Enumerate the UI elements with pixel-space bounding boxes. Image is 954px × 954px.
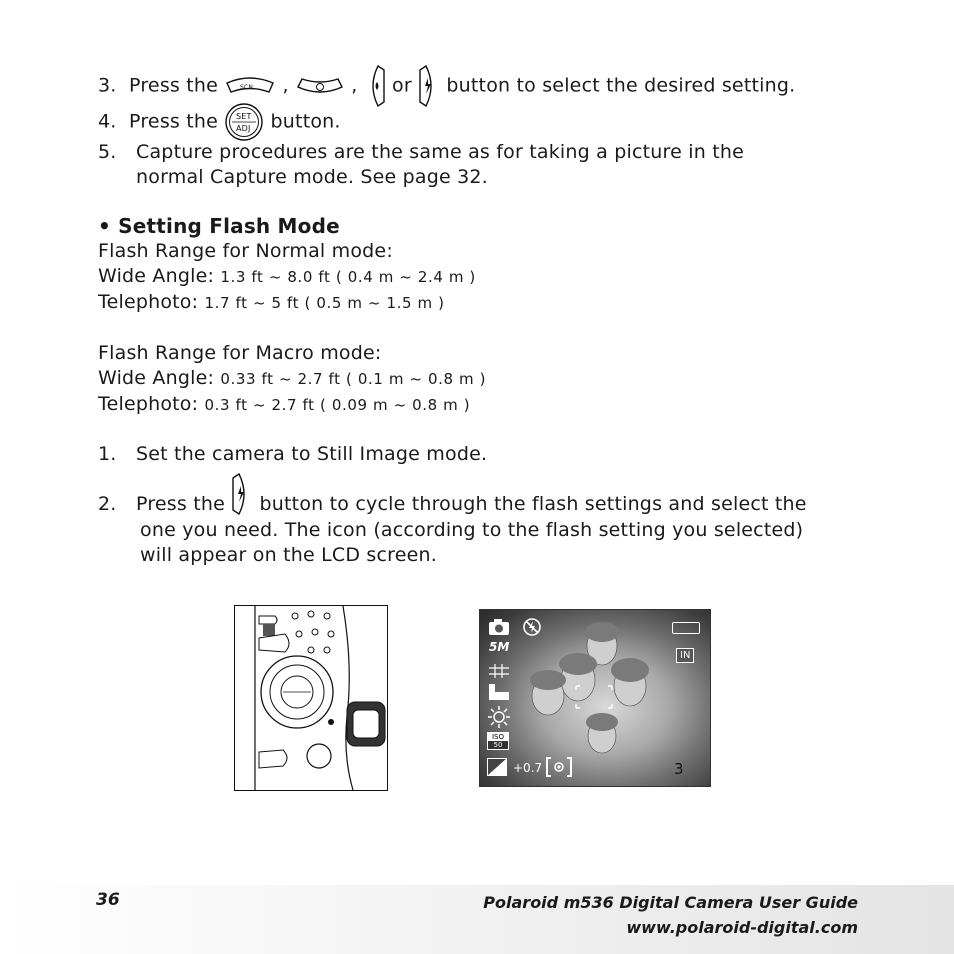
- camera-mode-icon: [488, 618, 510, 636]
- macro-telephoto-value: 0.3 ft ~ 2.7 ft ( 0.09 m ~ 0.8 m ): [204, 396, 471, 414]
- section-heading: • Setting Flash Mode: [98, 214, 340, 238]
- step-3-or: or: [392, 74, 412, 97]
- set-adj-button-icon: [224, 102, 264, 142]
- step-4: [98, 102, 341, 142]
- step-5-line-1: 5. Capture procedures are the same as for taking a picture in the: [98, 141, 744, 163]
- website-url: www.polaroid-digital.com: [626, 918, 858, 937]
- flash-button-icon: [418, 64, 440, 108]
- step-4-suffix: button.: [270, 110, 341, 133]
- step-4-prefix: Press the: [129, 110, 219, 133]
- svg-text:ADJ: ADJ: [236, 124, 251, 133]
- scn-button-icon: [224, 75, 276, 97]
- normal-telephoto-value: 1.7 ft ~ 5 ft ( 0.5 m ~ 1.5 m ): [204, 294, 445, 312]
- guide-title: Polaroid m536 Digital Camera User Guide: [483, 893, 858, 912]
- step-2-number: 2.: [98, 493, 117, 515]
- exposure-value: +0.7: [513, 761, 543, 775]
- step-3-comma-1: ,: [282, 74, 289, 97]
- step-3-number: 3.: [98, 74, 117, 97]
- camera-back-illustration: [234, 605, 388, 791]
- step-1-number: 1.: [98, 443, 117, 465]
- svg-text:SET: SET: [236, 112, 252, 121]
- step-4-number: 4.: [98, 110, 117, 133]
- step-5-number: 5.: [98, 141, 117, 163]
- flash-off-icon: [522, 617, 542, 637]
- step-3-comma-2: ,: [351, 74, 358, 97]
- battery-icon: [672, 622, 700, 634]
- normal-telephoto: Telephoto: 1.7 ft ~ 5 ft ( 0.5 m ~ 1.5 m ): [98, 291, 445, 313]
- step-5-line-2: normal Capture mode. See page 32.: [136, 166, 488, 188]
- metering-icon: [546, 757, 572, 777]
- page-number: 36: [96, 890, 120, 910]
- step-2-line-3: will appear on the LCD screen.: [140, 544, 438, 566]
- internal-memory-indicator: IN: [676, 648, 694, 663]
- svg-text:SCN: SCN: [240, 84, 254, 91]
- iso-indicator: ISO 50: [487, 732, 509, 750]
- shots-remaining: 3: [674, 760, 684, 778]
- image-quality-icon: [489, 664, 509, 678]
- step-2-line-2: one you need. The icon (according to the flash setting you selected): [140, 519, 804, 541]
- normal-range-label: Flash Range for Normal mode:: [98, 240, 393, 262]
- self-timer-button-icon: [295, 75, 345, 97]
- macro-button-icon: [364, 64, 386, 108]
- step-3-suffix: button to select the desired setting.: [446, 74, 796, 97]
- step-3-prefix: Press the: [129, 74, 219, 97]
- macro-wide-angle-value: 0.33 ft ~ 2.7 ft ( 0.1 m ~ 0.8 m ): [220, 370, 487, 388]
- white-balance-icon: [488, 706, 510, 728]
- resolution-indicator: 5M: [489, 640, 510, 654]
- normal-wide-angle-value: 1.3 ft ~ 8.0 ft ( 0.4 m ~ 2.4 m ): [220, 268, 476, 286]
- exposure-compensation-icon: [487, 758, 507, 776]
- macro-range-label: Flash Range for Macro mode:: [98, 342, 382, 364]
- sharpness-icon: [489, 684, 509, 700]
- macro-wide-angle: Wide Angle: 0.33 ft ~ 2.7 ft ( 0.1 m ~ 0.8 m ): [98, 367, 487, 389]
- bullet: •: [98, 214, 111, 238]
- normal-wide-angle: Wide Angle: 1.3 ft ~ 8.0 ft ( 0.4 m ~ 2.4 m ): [98, 265, 476, 287]
- step-2-line-1: 2. Press the button to cycle through the flash settings and select the: [98, 493, 807, 516]
- flash-button-icon: [231, 472, 253, 516]
- lcd-screen-illustration: [479, 609, 711, 787]
- macro-telephoto: Telephoto: 0.3 ft ~ 2.7 ft ( 0.09 m ~ 0.8 m ): [98, 393, 471, 415]
- step-1: 1. Set the camera to Still Image mode.: [98, 443, 488, 465]
